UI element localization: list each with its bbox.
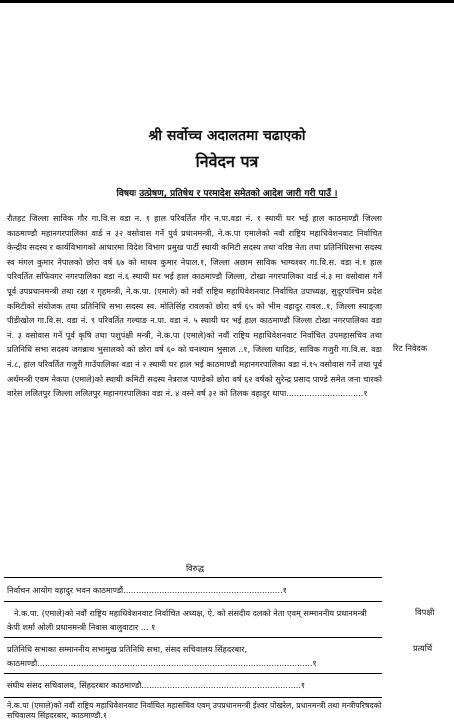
respondent-1: निर्वाचन आयोग वहादुर भवन काठमाण्डौं..............................................................१ [7, 585, 287, 595]
against-label: विरुद्ध [185, 563, 205, 573]
respondent-side-label: विपक्षी [415, 607, 435, 617]
petitioner-paragraph: रौतहट जिल्ला साविक गौर गा.वि.स वडा न. १ हाल परिवर्तित गौर न.पा.वडा नं. १ स्थायी घर भई हाल काठमाण्डौ जिल्ला काठमाण्डौ महानगरपालिका वार्ड न ३२ वसोवास गर्ने पुर्व प्रधानमन्त्री, ने.क.पा एमालेको नवौ राष्ट्रिय महाधिवेशनवाट निर्वाचित केन्द्रीय सदस्य र कार्यविभागको आधारमा विदेश विभाग प्रमुख पार्टी स्थायी कमिटी सदस्य तथा वरिष्ठ नेता तथा प्रतिनिधिसभा सदस्य स्व मंगल कुमार नेपालको छोरा वर्ष ६७ को माधव कुमार नेपाल.१, जिल्ला अछाम साविक भाग्यश्वर गा.वि.स. वडा नं.१ हाल परिवर्तित साँफेवगर नगरपालिका वडा नं.६ स्थायी घर भई हाल काठमाण्डौ जिल्ला, टोखा नगरपालिका वार्ड नं.३ मा वसोवास गर्ने पूर्व उपप्रधानमन्त्री तथा रक्षा र गृहमन्त्री, ने.क.पा. (एमाले) को नवौं राष्ट्रिय महाधिवेशनवाट निर्वाचित उपाध्यक्ष, सुदूरपश्चिम प्रदेश कमिटीको संयोजक तथा प्रतिनिधि सभा सदस्य स्व. मोतिसिंह रावलको छोरा वर्ष ६५ को भीम वहादुर रावल..१, जिल्ला स्याङ्जा पीडीखोल गा.वि.स. वडा नं. ९ परिवर्तित गल्याङ न.पा. वडा नं. ५ स्थायी घर भई हाल काठमाण्डौ जिल्ला टोखा नगरपालिका वडा नं. ३ वसोवास गर्ने पूर्व कृषि तथा पशुपंक्षी मन्त्री, ने.क.पा (एमाले)को नवौं राष्ट्रिय महाधिवेशनवाट निर्वाचित उपमहासचिव तथा प्रतिनिधि सभा सदस्य जगन्नाथ भुसालको को छोरा वर्ष ६० को घनश्याम भुसाल ..१, जिल्ला धादिङ, साविक गजुरी गा.वि.स. वडा नं.८, हाल परिवर्तित गजुरी गाउँपालिका वडा नं २ स्थायी घर हाल भई काठमाण्डौ महानगरपालिका वडा नं.१५ वसोवास गर्ने तथा पूर्व अर्थमन्त्री एवम नेकपा (एमाले)को स्थायी कमिटी सदस्य नेत्रराज पाण्डेको छोरा वर्ष ६२ वर्षको सुरेन्द्र प्रसाद पाण्डे समेत जना चारको वारेस ललितपुर जिल्ला ललितपुर महानगरपालिका वडा नं. ४ वस्ने वर्ष ३२ को तिलक वहादुर थापा..............................१ [7, 213, 382, 399]
divider [4, 577, 382, 578]
petitioner-role-label: रिट निवेदक [393, 343, 428, 353]
subject-prefix: विषयः [116, 189, 137, 199]
respondent-4: संघीय संसद सचिवालय, सिंहदरबार काठमाण्डौ..............................................................१ [7, 680, 306, 690]
court-heading: श्री सर्वोच्च अदालतमा चढाएको [148, 128, 306, 144]
subject-line [0, 186, 454, 199]
respondent-5: ने.क.पा (एमाले)को नवौं राष्ट्रिय महाधिवेशनवाट निर्वाचित महासचिव एवम् उपप्रधानमन्त्री ईश्वर पोखरेल, प्रधानमन्त्री तथा मन्त्रीपरिषदको सचिवालय सिंहदरबार, काठमाण्डौ.१ [7, 701, 382, 720]
subject-text: उत्प्रेषण, प्रतिषेध र परमादेश समेतको आदेश जारी गरी पाउँ । [139, 189, 338, 199]
divider [4, 601, 382, 602]
respondent-2: ने.क.पा. (एमाले)को नवौं राष्ट्रिय महाधिवेशनवाट निर्वाचित अध्यक्ष, ऐ. को संसदीय दलको नेता एवम् सम्माननीय प्रधानमन्त्री केपी शर्मा ओली प्रधानमन्त्री निवास बालुवाटार ... १ [7, 608, 367, 633]
respondent-3: प्रतिनिधि सभाका सम्माननीय सभामुख प्रतिनिधि सभा, संसद सचिवालय सिंहदरबार, काठमाण्डौ...........................................................................................................१ [7, 644, 317, 669]
top-border [0, 0, 454, 3]
divider [4, 673, 382, 674]
divider [4, 697, 382, 698]
divider [4, 637, 382, 638]
document-title: निवेदन पत्र [195, 152, 259, 171]
respondent-side-label-2: प्रत्यर्थि [413, 643, 433, 653]
